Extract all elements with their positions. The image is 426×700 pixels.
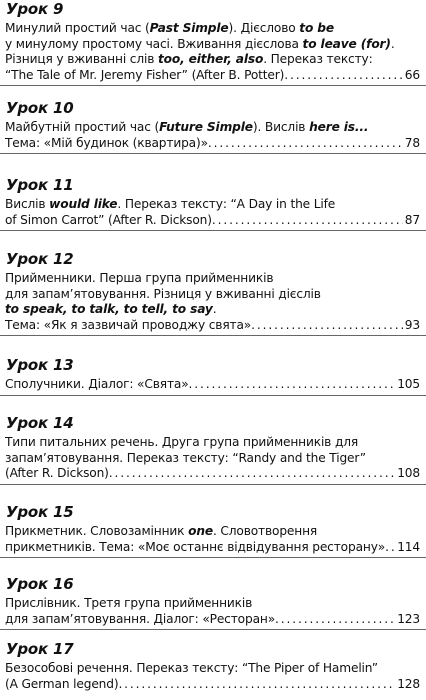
page-number: 66 — [404, 67, 420, 82]
lesson-heading: Урок 10 — [6, 99, 74, 117]
toc-entry[interactable]: Тема: «Мій будинок (квартира)» . . . 78 — [5, 136, 420, 152]
lesson-line: Різниця у вживанні слів too, either, also. Переказ тексту: — [5, 52, 373, 66]
lesson-15 — [0, 503, 426, 558]
lesson-line: Прислівник. Третя група прийменників — [5, 596, 253, 610]
lesson-line: для запам’ятовування. Різниця у вживанні дієслів — [5, 286, 321, 301]
lesson-line: to speak, to talk, to tell, to say. — [5, 302, 217, 316]
lesson-line: Минулий простий час (Past Simple). Дієслово to be — [5, 21, 334, 35]
lesson-body — [0, 197, 426, 231]
lesson-line: Прикметник. Словозамінник one. Словотворення — [5, 524, 318, 538]
page-number: 108 — [397, 466, 420, 480]
lesson-line: Прийменники. Перша група прийменників — [5, 271, 274, 285]
page-number: 78 — [404, 135, 420, 150]
lesson-heading: Урок 13 — [6, 356, 74, 374]
page-number: 87 — [404, 212, 420, 227]
lesson-line: Безособові речення. Переказ тексту: “The Piper of Hamelin” — [5, 661, 378, 675]
lesson-body — [0, 271, 426, 336]
page-number: 114 — [397, 539, 420, 554]
lesson-heading: Урок 9 — [6, 0, 64, 18]
toc-entry[interactable]: для запам’ятовування. Діалог: «Ресторан» . . . 123 — [5, 612, 420, 628]
lesson-body — [0, 524, 426, 558]
lesson-line: у минулому простому часі. Вживання дієслова to leave (for). — [5, 36, 395, 51]
lesson-body — [0, 120, 426, 154]
lesson-heading: Урок 15 — [6, 503, 74, 521]
lesson-10 — [0, 99, 426, 154]
lesson-heading: Урок 16 — [6, 575, 74, 593]
lesson-line: Вислів would like. Переказ тексту: “A Day in the Life — [5, 197, 336, 211]
page-number: 93 — [404, 317, 420, 332]
toc-entry[interactable]: “The Tale of Mr. Jeremy Fisher” (After B. Potter) . . . 66 — [5, 68, 420, 84]
lesson-heading: Урок 17 — [6, 640, 74, 658]
lesson-body — [0, 661, 426, 694]
toc-entry[interactable]: Сполучники. Діалог: «Свята» . . . 105 — [5, 377, 420, 393]
lesson-body — [0, 435, 426, 485]
page-number: 128 — [397, 676, 420, 691]
lesson-line: запам’ятовування. Переказ тексту: “Randy and the Tiger” — [5, 450, 366, 465]
lesson-11 — [0, 176, 426, 231]
toc-entry[interactable]: прикметників. Тема: «Моє останнє відвідування ресторану» . . . 114 — [5, 540, 420, 556]
lesson-line: Майбутній простий час (Future Simple). Вислів here is... — [5, 120, 369, 134]
lesson-heading: Урок 14 — [6, 414, 74, 432]
lesson-body — [0, 596, 426, 630]
page-number: 123 — [397, 611, 420, 626]
lesson-16 — [0, 575, 426, 630]
toc-entry[interactable]: (A German legend) . . . 128 — [5, 677, 420, 693]
toc-entry[interactable]: of Simon Carrot” (After R. Dickson) . . . 87 — [5, 213, 420, 229]
lesson-9 — [0, 0, 426, 86]
lesson-body — [0, 21, 426, 86]
lesson-14 — [0, 414, 426, 485]
lesson-13 — [0, 356, 426, 396]
toc-entry[interactable]: Тема: «Як я зазвичай проводжу свята» . . . 93 — [5, 318, 420, 334]
toc-entry[interactable]: (After R. Dickson) . . . 108 — [5, 466, 420, 482]
lesson-heading: Урок 12 — [6, 250, 74, 268]
lesson-17 — [0, 640, 426, 694]
lesson-body — [0, 377, 426, 396]
lesson-line: Типи питальних речень. Друга група прийменників для — [5, 435, 359, 449]
lesson-heading: Урок 11 — [6, 176, 74, 194]
lesson-12 — [0, 250, 426, 336]
page-number: 105 — [397, 377, 420, 391]
